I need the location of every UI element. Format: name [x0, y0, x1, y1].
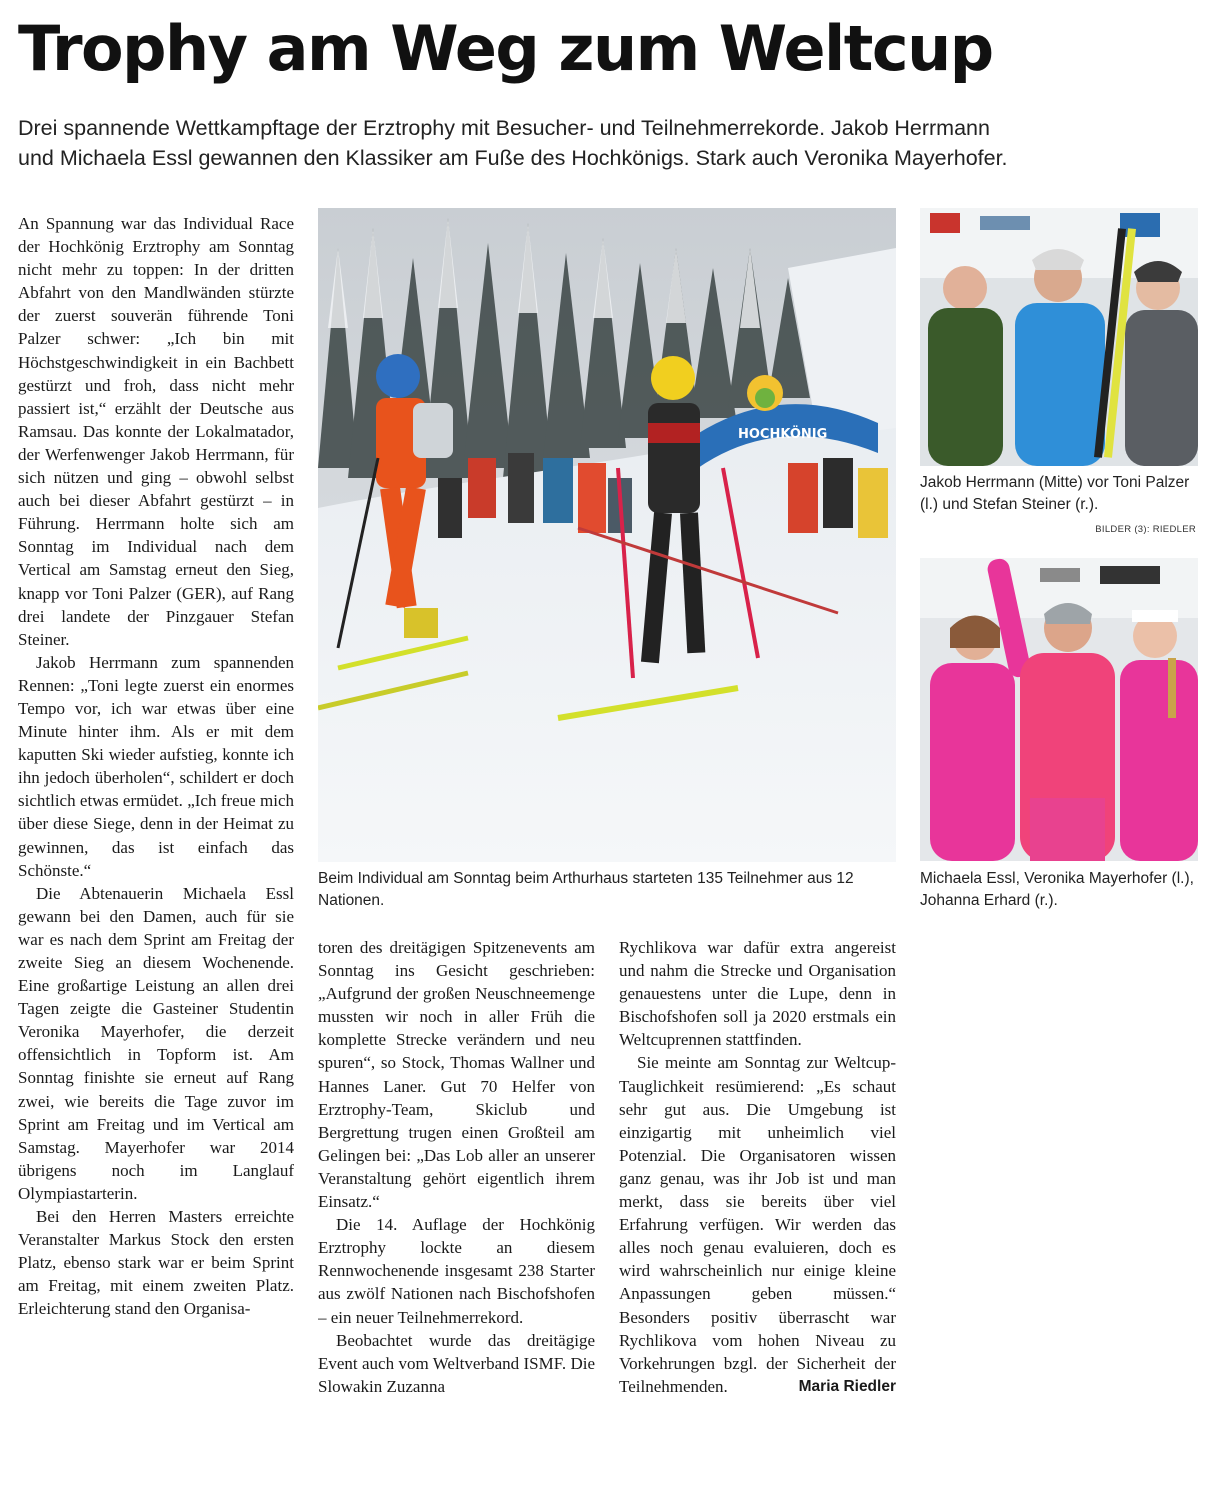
paragraph: Rychlikova war dafür extra angereist und nahm die Strecke und Organisation genauestens unter die Lupe, denn in Bischofshofen soll ja 2020 erstmals ein Weltcuprennen stattfinden.	[619, 938, 896, 1050]
paragraph	[619, 1051, 896, 1397]
podium-women-caption: Michaela Essl, Veronika Mayerhofer (l.), Johanna Erhard (r.).	[920, 870, 1194, 909]
article-column-2	[318, 936, 595, 1474]
podium-men-photo	[920, 208, 1198, 466]
lead-line-1: Drei spannende Wettkampftage der Erztrophy mit Besucher- und Teilnehmerrekorde. Jakob Herrmann	[18, 116, 990, 140]
lead-line-2: und Michaela Essl gewannen den Klassiker am Fuße des Hochkönigs. Stark auch Veronika Mayerhofer.	[18, 146, 1008, 170]
headline: Trophy am Weg zum Weltcup	[18, 12, 993, 85]
paragraph-text: Sie meinte am Sonntag zur Weltcup-Tauglichkeit resümierend: „Es schaut sehr gut aus. Die Umgebung ist einzigartig mit unheimlich viel Potenzial. Die Organisatoren wissen ganz genau, was ihr Job ist und man merkt, dass sie bereits über viel Erfahrung verfügen. Wir werden das alles noch genau evaluieren, doch es wird wahrscheinlich nur einige kleine Anpassungen geben müssen.“ Besonders positiv überrascht war Rychlikova vom hohen Niveau zu Vorkehrungen bzgl. der Sicherheit der Teilnehmenden.	[619, 1053, 896, 1396]
paragraph: Die 14. Auflage der Hochkönig Erztrophy lockte an diesem Rennwochenende insgesamt 238 Starter aus zwölf Nationen nach Bischofshofen – ein neuer Teilnehmerrekord.	[318, 1215, 595, 1327]
paragraph: An Spannung war das Individual Race der Hochkönig Erztrophy am Sonntag nicht mehr zu toppen: In der dritten Abfahrt von den Mandlwänden stürzte der zuerst souverän führende Toni Palzer schwer: „Ich bin mit Höchstgeschwindigkeit in ein Bachbett gestürzt und froh, dass nicht mehr passiert ist,“ erzählt der Deutsche aus Ramsau. Das konnte der Lokalmatador, der Werfenwenger Jakob Herrmann, für sich nützen und ging – obwohl selbst auch bei dieser Abfahrt gestürzt – in Führung. Herrmann holte sich am Sonntag im Individual nach dem Vertical am Samstag erneut den Sieg, knapp vor Toni Palzer (GER), auf Rang drei landete der Pinzgauer Stefan Steiner.	[18, 214, 294, 649]
podium-women-photo	[920, 558, 1198, 861]
paragraph: Bei den Herren Masters erreichte Veranstalter Markus Stock den ersten Platz, ebenso stark war er beim Sprint am Freitag, mit einem zweiten Platz. Erleichterung stand den Organisa-	[18, 1207, 294, 1319]
banner-text: HOCHKÖNIG	[738, 427, 828, 442]
main-photo	[318, 208, 896, 862]
article-column-1	[18, 212, 294, 1474]
paragraph: Die Abtenauerin Michaela Essl gewann bei den Damen, auch für sie war es nach dem Sprint am Freitag der zweite Sieg an diesem Wochenende. Eine großartige Leistung an allen drei Tagen zeigte die Gasteiner Studentin Veronika Mayerhofer, die derzeit offensichtlich in Topform ist. Am Sonntag finishte sie erneut auf Rang zwei, wie bereits die Tage zuvor im Sprint am Freitag und im Vertical am Samstag. Mayerhofer war 2014 übrigens noch im Langlauf Olympiastarterin.	[18, 883, 294, 1203]
author-byline: Maria Riedler	[798, 1377, 896, 1395]
paragraph: Jakob Herrmann zum spannenden Rennen: „Toni legte zuerst ein enormes Tempo vor, ich war etwas über eine Minute hinter ihm. Als er mit dem kaputten Ski wieder aufstieg, konnte ich ihn jedoch überholen“, schildert er doch sichtlich etwas ermüdet. „Ich freue mich über diese Siege, denn in der Heimat zu gewinnen, das ist einfach das Schönste.“	[18, 652, 294, 880]
article-column-3	[619, 936, 896, 1474]
paragraph: toren des dreitägigen Spitzenevents am Sonntag ins Gesicht geschrieben: „Aufgrund der großen Neuschneemenge mussten wir noch in aller Früh die komplette Strecke verändern und neu spuren“, so Stock, Thomas Wallner und Hannes Laner. Gut 70 Helfer von Erztrophy-Team, Skiclub und Bergrettung trugen einen Großteil am Gelingen bei: „Das Lob aller an unserer Veranstaltung gehört eigentlich ihrem Einsatz.“	[318, 938, 595, 1212]
podium-men-caption: Jakob Herrmann (Mitte) vor Toni Palzer (l.) und Stefan Steiner (r.).	[920, 474, 1190, 513]
lead-paragraph	[18, 113, 1198, 173]
photo-credit: BILDER (3): RIEDLER	[1095, 524, 1196, 535]
paragraph: Beobachtet wurde das dreitägige Event auch vom Weltverband ISMF. Die Slowakin Zuzanna	[318, 1330, 595, 1396]
main-photo-caption: Beim Individual am Sonntag beim Arthurhaus starteten 135 Teilnehmer aus 12 Nationen.	[318, 870, 854, 909]
